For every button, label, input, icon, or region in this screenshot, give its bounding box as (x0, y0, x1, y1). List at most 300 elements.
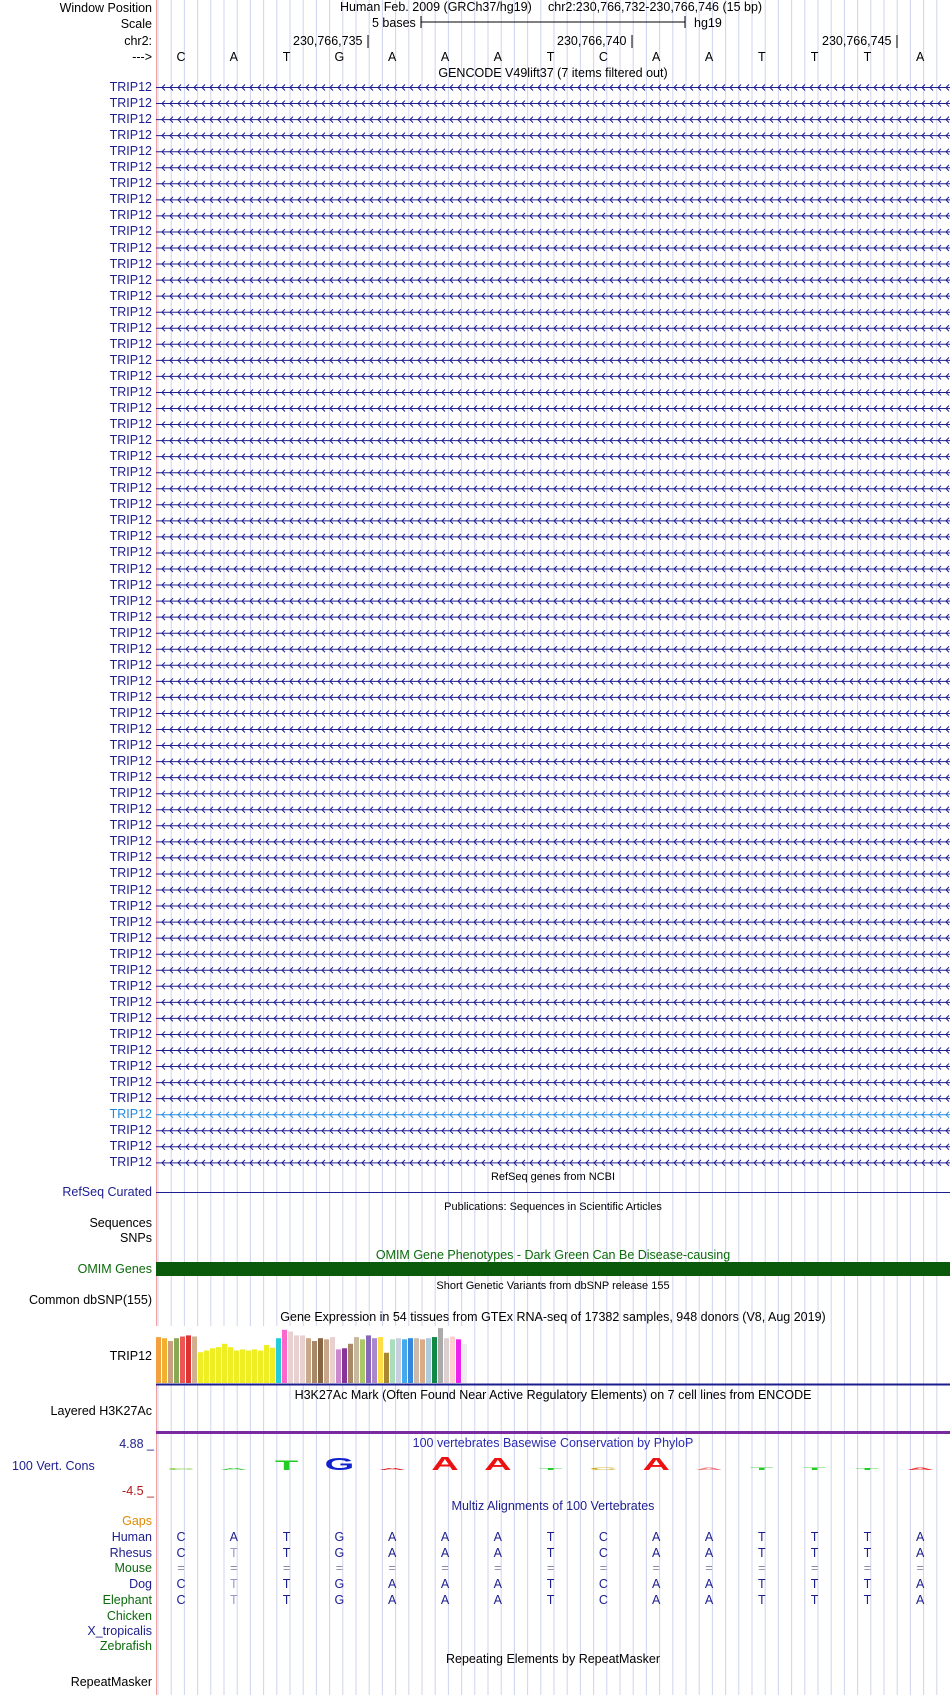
gtex-tissue-bar (276, 1338, 281, 1383)
gencode-transcript-line (156, 727, 950, 733)
gencode-transcript-label[interactable]: TRIP12 (109, 1075, 152, 1090)
gencode-transcript-label[interactable]: TRIP12 (109, 1139, 152, 1154)
dbsnp-title[interactable]: Short Genetic Variants from dbSNP release 155 (436, 1280, 670, 1292)
gencode-transcript-label[interactable]: TRIP12 (109, 994, 152, 1009)
gtex-tissue-bar (444, 1338, 449, 1383)
gencode-transcript-line (156, 117, 950, 123)
multiz-base: T (229, 1546, 238, 1560)
gtex-tissue-bar (318, 1338, 323, 1383)
multiz-base: C (176, 1530, 186, 1544)
phylop-logo-letter: T (750, 1467, 774, 1471)
gtex-tissue-bar (450, 1337, 455, 1383)
base-letter: A (493, 50, 502, 64)
gtex-label[interactable]: TRIP12 (109, 1349, 152, 1363)
gencode-transcript-line (156, 919, 950, 925)
multiz-base: T (863, 1593, 872, 1607)
gencode-transcript-line (156, 534, 950, 540)
multiz-base: C (598, 1577, 608, 1591)
gencode-transcript-line (156, 775, 950, 781)
gtex-tissue-bar (426, 1338, 431, 1383)
omim-label[interactable]: OMIM Genes (77, 1262, 152, 1276)
gencode-transcript-label[interactable]: TRIP12 (109, 786, 152, 801)
h3k27ac-title[interactable]: H3K27Ac Mark (Often Found Near Active Regulatory Elements) on 7 cell lines from ENCODE (294, 1388, 812, 1402)
gencode-transcript-line (156, 967, 950, 973)
multiz-base: C (176, 1577, 186, 1591)
gtex-tissue-bar (300, 1335, 305, 1383)
gencode-transcript-label[interactable]: TRIP12 (109, 112, 152, 127)
gtex-tissue-bar (432, 1337, 437, 1383)
phylop-logo-letter: T (855, 1467, 880, 1471)
gencode-transcript-line (156, 165, 950, 171)
multiz-species-label[interactable]: Zebrafish (99, 1639, 152, 1653)
gencode-transcript-label[interactable]: TRIP12 (109, 417, 152, 432)
gencode-transcript-label[interactable]: TRIP12 (109, 208, 152, 223)
multiz-base: C (598, 1530, 608, 1544)
gtex-tissue-bar (228, 1347, 233, 1383)
multiz-base: A (388, 1593, 397, 1607)
phylop-logo[interactable] (156, 1448, 950, 1488)
multiz-species-label[interactable]: X_tropicalis (87, 1624, 152, 1638)
multiz-base: A (652, 1530, 661, 1544)
gencode-transcript-label[interactable]: TRIP12 (109, 770, 152, 785)
gtex-tissue-bar (402, 1339, 407, 1383)
multiz-base: = (863, 1561, 872, 1575)
gencode-transcript-label[interactable]: TRIP12 (109, 561, 152, 576)
gencode-transcript-line (156, 518, 950, 524)
gencode-transcript-label[interactable]: TRIP12 (109, 738, 152, 753)
gencode-transcript-label[interactable]: TRIP12 (109, 384, 152, 399)
gencode-transcript-label[interactable]: TRIP12 (109, 898, 152, 913)
omim-phenotype-bar[interactable] (156, 1262, 950, 1276)
multiz-species-label[interactable]: Chicken (106, 1609, 152, 1623)
multiz-base: = (546, 1561, 555, 1575)
gencode-transcript-label[interactable]: TRIP12 (109, 368, 152, 383)
gencode-transcript-label[interactable]: TRIP12 (109, 320, 152, 335)
multiz-base: = (705, 1561, 713, 1575)
gencode-transcript-label[interactable]: TRIP12 (109, 641, 152, 656)
gencode-transcript-label[interactable]: TRIP12 (109, 834, 152, 849)
gtex-tissue-bar (156, 1337, 161, 1383)
phylop-logo-letter: G (324, 1454, 355, 1475)
gencode-transcript-label[interactable]: TRIP12 (109, 433, 152, 448)
base-letter: A (388, 50, 397, 64)
gtex-tissue-bar (162, 1338, 167, 1383)
refseq-gene-line[interactable] (156, 1192, 950, 1193)
omim-title[interactable]: OMIM Gene Phenotypes - Dark Green Can Be Disease-causing (375, 1248, 731, 1262)
base-letter: T (863, 50, 872, 64)
gtex-tissue-bar (234, 1351, 239, 1383)
multiz-base: A (652, 1593, 661, 1607)
gtex-tissue-bar (348, 1344, 353, 1383)
phylop-logo-letter: T (274, 1457, 299, 1474)
gencode-transcript-label[interactable]: TRIP12 (109, 705, 152, 720)
multiz-base: T (757, 1577, 766, 1591)
multiz-base: = (758, 1561, 766, 1575)
gencode-transcript-label[interactable]: TRIP12 (109, 401, 152, 415)
gencode-transcript-label[interactable]: TRIP12 (109, 1155, 152, 1170)
gencode-transcript-label[interactable]: TRIP12 (109, 224, 152, 239)
gtex-tissue-bar (414, 1338, 419, 1383)
gencode-transcript-label[interactable]: TRIP12 (109, 625, 152, 640)
multiz-base: T (757, 1546, 766, 1560)
multiz-base: C (176, 1546, 186, 1560)
gencode-transcript-line (156, 743, 950, 749)
coord-tick-1: 230,766,735 (293, 34, 363, 48)
gencode-transcript-line (156, 149, 950, 155)
phylop-logo-letter: A (431, 1453, 459, 1475)
phylop-min-label: -4.5 _ (122, 1484, 154, 1498)
gtex-tissue-bar (438, 1328, 443, 1383)
gencode-transcript-label[interactable]: TRIP12 (109, 914, 152, 929)
gtex-tissue-bar (294, 1335, 299, 1383)
phylop-logo-letter: T (538, 1467, 563, 1471)
base-letter: G (334, 50, 345, 64)
gencode-transcript-line (156, 662, 950, 668)
multiz-base: A (229, 1530, 238, 1544)
gtex-tissue-bar (390, 1339, 395, 1383)
base-letter: T (757, 50, 766, 64)
gencode-transcript-label[interactable]: TRIP12 (109, 850, 152, 865)
publications-label-snps[interactable]: SNPs (120, 1231, 152, 1245)
gencode-transcript-label[interactable]: TRIP12 (109, 609, 152, 624)
gtex-tissue-bar (384, 1353, 389, 1383)
multiz-base: T (757, 1593, 766, 1607)
multiz-base: T (229, 1577, 238, 1591)
gencode-transcript-line (156, 181, 950, 187)
gtex-tissue-bar (336, 1349, 341, 1383)
gencode-transcript-label[interactable]: TRIP12 (109, 930, 152, 945)
multiz-species-label[interactable]: Human (111, 1530, 152, 1544)
gencode-transcript-line (156, 855, 950, 861)
phylop-max-label: 4.88 _ (119, 1437, 154, 1451)
multiz-base: A (440, 1577, 450, 1591)
multiz-base: T (810, 1546, 819, 1560)
base-letter: A (440, 50, 450, 64)
gencode-transcript-line (156, 710, 950, 716)
gtex-tissue-bar (198, 1352, 203, 1383)
base-letter: A (229, 50, 238, 64)
multiz-base: = (810, 1561, 819, 1575)
gencode-transcript-line (156, 197, 950, 203)
gencode-transcript-label[interactable]: TRIP12 (109, 1123, 152, 1138)
phylop-logo-letter: A (695, 1467, 723, 1471)
gtex-tissue-bar (258, 1351, 263, 1383)
gtex-tissue-bar (372, 1338, 377, 1383)
gtex-tissue-bar (252, 1349, 257, 1383)
gencode-transcript-label[interactable]: TRIP12 (109, 1026, 152, 1041)
scale-label: Scale (120, 17, 152, 31)
phylop-logo-letter: T (802, 1467, 827, 1471)
gencode-transcript-label[interactable]: TRIP12 (109, 144, 152, 159)
multiz-species-label[interactable]: Elephant (102, 1593, 152, 1607)
gencode-transcript-label[interactable]: TRIP12 (109, 1059, 152, 1074)
gencode-transcript-label[interactable]: TRIP12 (109, 754, 152, 769)
multiz-base: C (598, 1546, 608, 1560)
gencode-transcript-label[interactable]: TRIP12 (109, 272, 152, 287)
chrom-label: chr2: (124, 34, 152, 48)
gencode-transcript-label[interactable]: TRIP12 (109, 449, 152, 464)
gtex-tissue-bar (456, 1339, 461, 1383)
gtex-tissue-bar (264, 1345, 269, 1383)
multiz-base: A (388, 1546, 397, 1560)
multiz-base: T (546, 1546, 555, 1560)
gtex-tissue-bar (204, 1351, 209, 1383)
multiz-base: A (440, 1593, 450, 1607)
gtex-tissue-bar (216, 1347, 221, 1383)
gencode-transcript-label[interactable]: TRIP12 (109, 192, 152, 207)
gencode-transcript-label[interactable]: TRIP12 (109, 80, 152, 94)
position-range: chr2:230,766,732-230,766,746 (15 bp) (548, 0, 763, 14)
gencode-transcript-line (156, 309, 950, 315)
gencode-transcript-line (156, 373, 950, 379)
gencode-transcript-line (156, 678, 950, 684)
gencode-transcript-label[interactable]: TRIP12 (109, 1043, 152, 1057)
h3k27ac-signal-line[interactable] (156, 1431, 950, 1434)
multiz-base: C (598, 1593, 608, 1607)
gencode-transcript-line (156, 422, 950, 428)
gencode-transcript-line (156, 935, 950, 941)
gencode-transcript-label[interactable]: TRIP12 (109, 545, 152, 560)
gencode-transcript-line (156, 486, 950, 492)
gencode-transcript-line (156, 1128, 950, 1134)
repeatmasker-label[interactable]: RepeatMasker (70, 1675, 152, 1689)
gencode-transcript-label[interactable]: TRIP12 (109, 1107, 152, 1122)
multiz-base: = (230, 1561, 238, 1575)
multiz-base: T (863, 1577, 872, 1591)
gencode-transcript-label[interactable]: TRIP12 (109, 882, 152, 897)
phylop-logo-letter: A (220, 1467, 248, 1471)
gencode-transcript-label[interactable]: TRIP12 (109, 946, 152, 961)
gencode-transcript-label[interactable]: TRIP12 (109, 657, 152, 672)
multiz-species-label[interactable]: Dog (129, 1577, 152, 1591)
gencode-transcript-line (156, 566, 950, 572)
gencode-transcript-label[interactable]: TRIP12 (109, 962, 152, 977)
multiz-base: A (704, 1546, 714, 1560)
gencode-title[interactable]: GENCODE V49lift37 (7 items filtered out) (438, 66, 668, 80)
h3k27ac-label[interactable]: Layered H3K27Ac (50, 1404, 152, 1418)
multiz-base: T (282, 1530, 291, 1544)
coord-tick-3: 230,766,745 (822, 34, 892, 48)
gtex-title[interactable]: Gene Expression in 54 tissues from GTEx RNA-seq of 17382 samples, 948 donors (V8, Aug 2019) (280, 1310, 826, 1324)
gencode-transcript-label[interactable]: TRIP12 (109, 1091, 152, 1106)
gtex-tissue-bar (378, 1337, 383, 1383)
gencode-transcript-line (156, 887, 950, 893)
gencode-transcript-line (156, 293, 950, 299)
phylop-label[interactable]: 100 Vert. Cons (12, 1459, 95, 1473)
multiz-base: T (863, 1530, 872, 1544)
multiz-base: T (810, 1593, 819, 1607)
gtex-tissue-bar (366, 1335, 371, 1383)
gencode-transcript-label[interactable]: TRIP12 (109, 802, 152, 817)
gtex-tissue-bar (420, 1339, 425, 1383)
gencode-transcript-line (156, 277, 950, 283)
base-letter: A (652, 50, 661, 64)
gencode-transcripts[interactable] (156, 80, 950, 1170)
multiz-base: A (652, 1546, 661, 1560)
multiz-base: A (493, 1530, 502, 1544)
phylop-title[interactable]: 100 vertebrates Basewise Conservation by PhyloP (412, 1436, 694, 1450)
multiz-species-label[interactable]: Gaps (122, 1514, 152, 1528)
multiz-base: A (704, 1530, 714, 1544)
gencode-transcript-line (156, 791, 950, 797)
gtex-tissue-bar (222, 1344, 227, 1383)
gencode-transcript-label[interactable]: TRIP12 (109, 160, 152, 175)
multiz-base: = (282, 1561, 291, 1575)
gencode-transcript-label[interactable]: TRIP12 (109, 529, 152, 544)
gencode-transcript-label[interactable]: TRIP12 (109, 240, 152, 255)
gtex-tissue-bar (246, 1351, 251, 1383)
gencode-transcript-label[interactable]: TRIP12 (109, 256, 152, 271)
gencode-transcript-line (156, 582, 950, 588)
gtex-bar-chart[interactable] (156, 1326, 950, 1386)
dbsnp-label[interactable]: Common dbSNP(155) (29, 1293, 152, 1307)
coord-ticks (360, 34, 950, 50)
base-letter: T (282, 50, 291, 64)
multiz-base: A (704, 1577, 714, 1591)
base-letter: A (704, 50, 714, 64)
multiz-base: G (334, 1593, 345, 1607)
gencode-transcript-line (156, 85, 950, 91)
multiz-base: T (229, 1593, 238, 1607)
gtex-tissue-bar (396, 1338, 401, 1383)
multiz-base: A (493, 1546, 502, 1560)
multiz-base: A (440, 1530, 450, 1544)
phylop-logo-letter: A (378, 1467, 406, 1471)
phylop-logo-letter: A (642, 1454, 670, 1475)
repeatmasker-title[interactable]: Repeating Elements by RepeatMasker (445, 1652, 660, 1666)
gencode-transcript-label[interactable]: TRIP12 (109, 593, 152, 608)
gencode-transcript-label[interactable]: TRIP12 (109, 128, 152, 143)
gencode-transcript-line (156, 454, 950, 460)
phylop-logo-letter: C (167, 1467, 195, 1471)
gtex-tissue-bar (174, 1338, 179, 1383)
db-name: hg19 (694, 16, 722, 30)
multiz-base: = (335, 1561, 344, 1575)
multiz-base: T (282, 1577, 291, 1591)
multiz-base: A (916, 1593, 925, 1607)
gencode-transcript-label[interactable]: TRIP12 (109, 978, 152, 993)
gtex-tissue-bar (168, 1341, 173, 1383)
gtex-tissue-bar (192, 1337, 197, 1383)
multiz-base: = (494, 1561, 502, 1575)
base-letter: T (810, 50, 819, 64)
base-letter: A (916, 50, 925, 64)
gencode-transcript-label[interactable]: TRIP12 (109, 497, 152, 512)
gencode-transcript-line (156, 630, 950, 636)
gencode-transcript-line (156, 1096, 950, 1102)
multiz-species-label[interactable]: Rhesus (109, 1546, 152, 1560)
multiz-base: = (652, 1561, 660, 1575)
publications-label-sequences[interactable]: Sequences (89, 1216, 152, 1230)
multiz-base: A (493, 1577, 502, 1591)
gencode-transcript-label[interactable]: TRIP12 (109, 866, 152, 881)
gtex-tissue-bar (186, 1335, 191, 1383)
gencode-transcript-line (156, 999, 950, 1005)
multiz-base: T (282, 1593, 291, 1607)
gencode-transcript-line (156, 550, 950, 556)
gencode-transcript-label[interactable]: TRIP12 (109, 336, 152, 351)
gencode-transcript-label[interactable]: TRIP12 (109, 1010, 152, 1025)
gtex-tissue-bar (342, 1348, 347, 1383)
scale-text: 5 bases (372, 16, 416, 30)
gencode-transcript-line (156, 341, 950, 347)
gencode-transcript-line (156, 759, 950, 765)
gencode-transcript-line (156, 1112, 950, 1118)
multiz-base: = (177, 1561, 185, 1575)
gtex-tissue-bar (282, 1330, 287, 1383)
gencode-transcript-line (156, 245, 950, 251)
gtex-tissue-bar (462, 1344, 467, 1383)
gencode-transcript-line (156, 823, 950, 829)
gencode-transcript-line (156, 871, 950, 877)
phylop-logo-letter: A (484, 1454, 512, 1475)
gencode-transcript-label[interactable]: TRIP12 (109, 689, 152, 704)
gencode-transcript-line (156, 1048, 950, 1054)
gencode-transcript-label[interactable]: TRIP12 (109, 513, 152, 528)
multiz-base: A (916, 1546, 925, 1560)
multiz-base: A (916, 1530, 925, 1544)
gencode-transcript-line (156, 983, 950, 989)
multiz-base: A (440, 1546, 450, 1560)
gencode-transcript-label[interactable]: TRIP12 (109, 288, 152, 303)
multiz-species-label[interactable]: Mouse (114, 1561, 152, 1575)
gtex-tissue-bar (288, 1331, 293, 1383)
gencode-transcript-line (156, 1080, 950, 1086)
gencode-transcript-line (156, 1015, 950, 1021)
gencode-transcript-line (156, 807, 950, 813)
gtex-tissue-bar (354, 1337, 359, 1383)
gencode-transcript-line (156, 502, 950, 508)
base-letter: C (598, 50, 608, 64)
multiz-base: A (704, 1593, 714, 1607)
multiz-base: T (863, 1546, 872, 1560)
gencode-transcript-label[interactable]: TRIP12 (109, 465, 152, 480)
scale-bar (418, 14, 688, 30)
gencode-transcript-label[interactable]: TRIP12 (109, 673, 152, 688)
gencode-transcript-label[interactable]: TRIP12 (109, 96, 152, 111)
publications-title[interactable]: Publications: Sequences in Scientific Articles (444, 1201, 662, 1213)
gencode-transcript-line (156, 646, 950, 652)
gencode-transcript-label[interactable]: TRIP12 (109, 176, 152, 191)
gtex-tissue-bar (210, 1348, 215, 1383)
gencode-transcript-line (156, 438, 950, 444)
gtex-tissue-bar (306, 1338, 311, 1383)
gtex-tissue-bar (408, 1338, 413, 1383)
gencode-transcript-label[interactable]: TRIP12 (109, 352, 152, 367)
assembly-title: Human Feb. 2009 (GRCh37/hg19) (340, 0, 532, 14)
gencode-transcript-line (156, 694, 950, 700)
refseq-title[interactable]: RefSeq genes from NCBI (490, 1171, 616, 1183)
multiz-title[interactable]: Multiz Alignments of 100 Vertebrates (451, 1499, 655, 1513)
multiz-base: A (916, 1577, 925, 1591)
gencode-transcript-label[interactable]: TRIP12 (109, 481, 152, 496)
base-letter: C (176, 50, 186, 64)
coord-tick-2: 230,766,740 (557, 34, 627, 48)
multiz-base: T (546, 1593, 555, 1607)
gtex-tissue-bar (240, 1349, 245, 1383)
gencode-transcript-line (156, 101, 950, 107)
refseq-label[interactable]: RefSeq Curated (62, 1185, 152, 1199)
gencode-transcript-label[interactable]: TRIP12 (109, 577, 152, 592)
gencode-transcript-line (156, 470, 950, 476)
gencode-transcript-line (156, 357, 950, 363)
gencode-transcript-label[interactable]: TRIP12 (109, 722, 152, 736)
gencode-transcript-label[interactable]: TRIP12 (109, 818, 152, 833)
multiz-base: = (599, 1561, 608, 1575)
gencode-transcript-line (156, 903, 950, 909)
gencode-transcript-label[interactable]: TRIP12 (109, 304, 152, 319)
multiz-base: A (493, 1593, 502, 1607)
